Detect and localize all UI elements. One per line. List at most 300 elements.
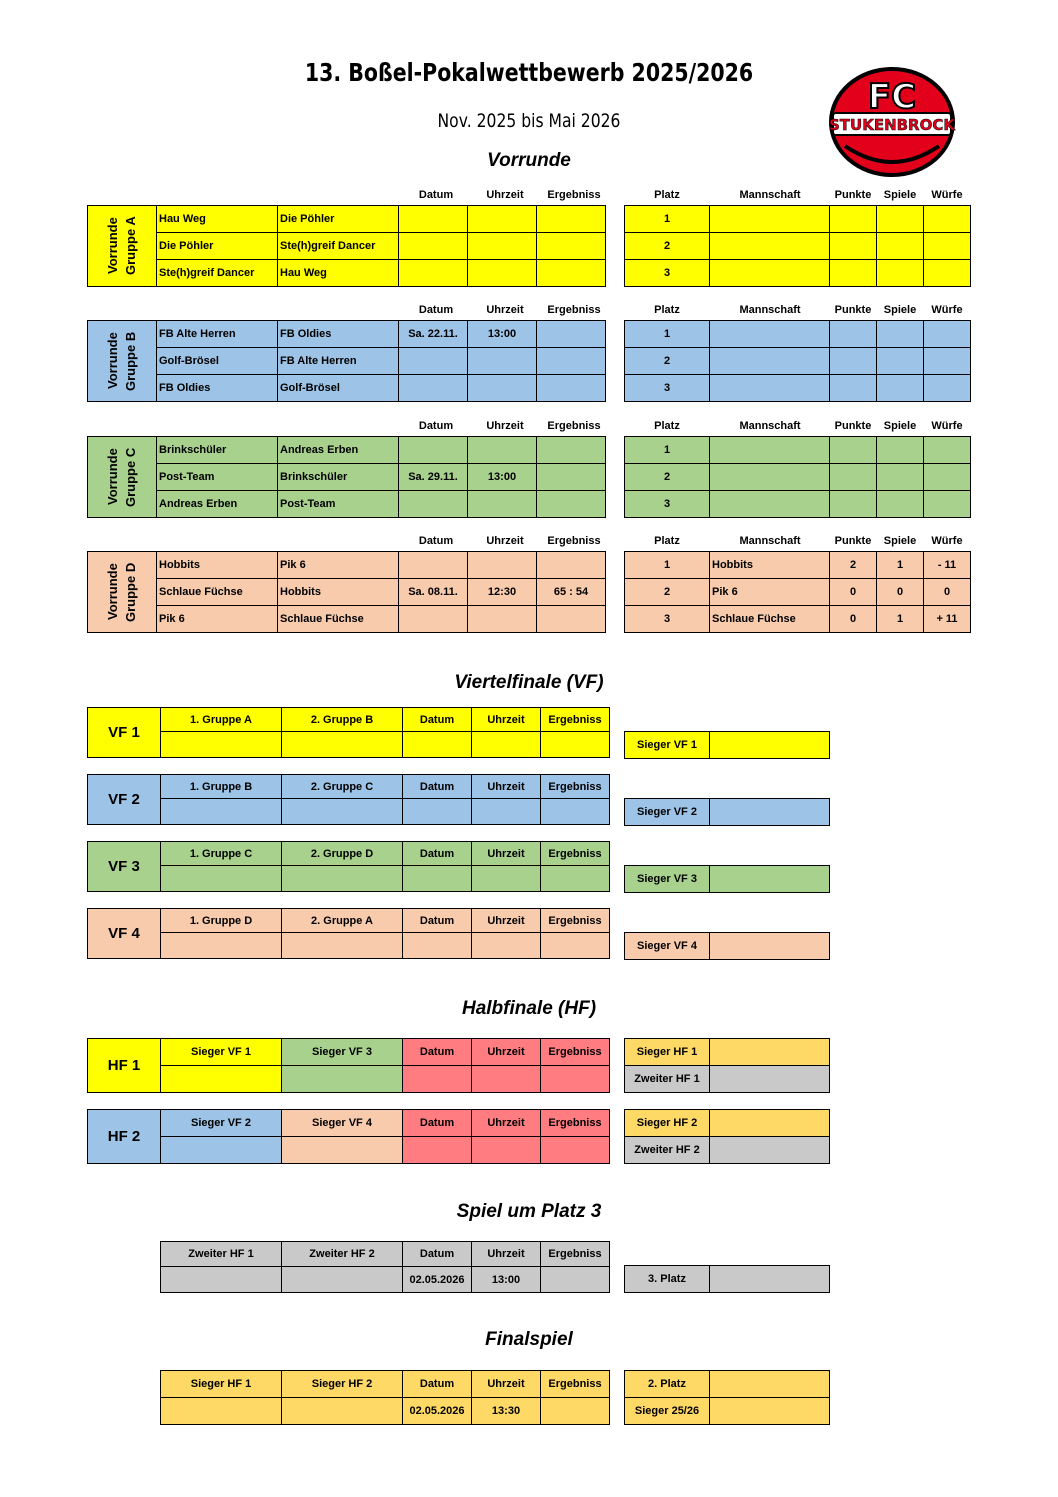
datum-header: Datum	[418, 420, 454, 432]
vf-team-b-label: 2. Gruppe C	[282, 775, 403, 799]
p3-datum-header: Datum	[403, 1242, 472, 1267]
page-subtitle: Nov. 2025 bis Mai 2026	[437, 110, 621, 132]
p3-datum: 02.05.2026	[403, 1267, 472, 1293]
standing-team: Hobbits	[710, 552, 830, 579]
standing-wuerfe	[924, 491, 971, 518]
vf-datum-header: Datum	[403, 775, 472, 799]
standing-wuerfe	[924, 375, 971, 402]
standing-team	[710, 375, 830, 402]
standing-punkte	[830, 348, 877, 375]
match-ergebnis	[537, 375, 606, 402]
match-datum: Sa. 29.11.	[399, 464, 468, 491]
p3-result-label: 3. Platz	[625, 1266, 710, 1293]
vf-cell	[472, 732, 541, 758]
match-home: FB Oldies	[157, 375, 278, 402]
standing-platz: 2	[625, 464, 710, 491]
match-ergebnis	[537, 321, 606, 348]
standing-punkte	[830, 206, 877, 233]
vf-cell	[472, 866, 541, 892]
standing-team	[710, 321, 830, 348]
match-away: Pik 6	[278, 552, 399, 579]
platz-header: Platz	[654, 189, 680, 201]
standing-wuerfe: 0	[924, 579, 971, 606]
group-label-1: Vorrunde	[105, 448, 120, 506]
group-3-standings	[624, 551, 971, 633]
standing-platz: 1	[625, 206, 710, 233]
hf-0-result	[624, 1038, 830, 1093]
section-viertelfinale: Viertelfinale (VF)	[454, 672, 604, 693]
p3-team-a-label: Zweiter HF 1	[161, 1242, 282, 1267]
final-second-cell	[710, 1371, 830, 1398]
standing-wuerfe	[924, 464, 971, 491]
hf-team-b-cell	[282, 1137, 403, 1164]
vf-cell	[282, 866, 403, 892]
wuerfe-header: Würfe	[931, 304, 963, 316]
uhrzeit-header: Uhrzeit	[486, 420, 524, 432]
match-datum	[399, 348, 468, 375]
final-uhrzeit: 13:30	[472, 1398, 541, 1425]
vf-winner-label: Sieger VF 2	[625, 799, 710, 826]
vf-label: VF 4	[88, 909, 161, 959]
spiele-header: Spiele	[883, 420, 917, 432]
vf-datum-header: Datum	[403, 842, 472, 866]
group-2-matches	[87, 436, 606, 518]
vf-team-a-label: 1. Gruppe C	[161, 842, 282, 866]
hf-team-b-cell	[282, 1066, 403, 1093]
vf-team-b-label: 2. Gruppe D	[282, 842, 403, 866]
standing-wuerfe	[924, 206, 971, 233]
section-halbfinale: Halbfinale (HF)	[461, 998, 597, 1019]
match-ergebnis	[537, 206, 606, 233]
vf-team-b-label: 2. Gruppe A	[282, 909, 403, 933]
vf-label: VF 2	[88, 775, 161, 825]
match-away: Hobbits	[278, 579, 399, 606]
hf-uhrzeit-header: Uhrzeit	[472, 1110, 541, 1137]
match-home: Schlaue Füchse	[157, 579, 278, 606]
vf-cell	[403, 799, 472, 825]
standing-spiele: 0	[877, 579, 924, 606]
match-ergebnis	[537, 348, 606, 375]
match-home: Andreas Erben	[157, 491, 278, 518]
match-home: Hau Weg	[157, 206, 278, 233]
p3-ergebnis	[541, 1267, 610, 1293]
standing-wuerfe	[924, 260, 971, 287]
match-uhrzeit	[468, 260, 537, 287]
standing-punkte	[830, 233, 877, 260]
match-away: Brinkschüler	[278, 464, 399, 491]
vf-datum-header: Datum	[403, 708, 472, 732]
match-away: Schlaue Füchse	[278, 606, 399, 633]
match-ergebnis: 65 : 54	[537, 579, 606, 606]
vf-label: VF 1	[88, 708, 161, 758]
vf-winner-cell	[710, 866, 830, 893]
hf-team-b-label: Sieger VF 4	[282, 1110, 403, 1137]
vf-2-table	[87, 841, 610, 892]
hf-1-result	[624, 1109, 830, 1164]
standing-punkte	[830, 375, 877, 402]
punkte-header: Punkte	[834, 189, 872, 201]
standing-spiele	[877, 321, 924, 348]
p3-result-cell	[710, 1266, 830, 1293]
standing-platz: 1	[625, 437, 710, 464]
final-table	[160, 1370, 610, 1425]
match-datum	[399, 206, 468, 233]
hf-label: HF 2	[88, 1110, 161, 1164]
vf-uhrzeit-header: Uhrzeit	[472, 775, 541, 799]
hf-1-table	[87, 1109, 610, 1164]
uhrzeit-header: Uhrzeit	[486, 535, 524, 547]
final-uhrzeit-header: Uhrzeit	[472, 1371, 541, 1398]
standing-platz: 3	[625, 375, 710, 402]
standing-wuerfe	[924, 348, 971, 375]
vf-cell	[161, 933, 282, 959]
final-second-label: 2. Platz	[625, 1371, 710, 1398]
standing-spiele: 1	[877, 606, 924, 633]
hf-team-a-cell	[161, 1066, 282, 1093]
standing-team: Pik 6	[710, 579, 830, 606]
group-label-2: Gruppe A	[123, 216, 138, 276]
vf-1-winner	[624, 798, 830, 826]
standing-spiele	[877, 348, 924, 375]
vf-cell	[541, 732, 610, 758]
vf-cell	[472, 799, 541, 825]
final-team-a-label: Sieger HF 1	[161, 1371, 282, 1398]
match-datum	[399, 233, 468, 260]
ergebnis-header: Ergebniss	[547, 420, 601, 432]
standing-punkte: 0	[830, 606, 877, 633]
group-label	[88, 206, 157, 287]
match-uhrzeit: 13:00	[468, 464, 537, 491]
mannschaft-header: Mannschaft	[739, 535, 801, 547]
match-away: Andreas Erben	[278, 437, 399, 464]
uhrzeit-header: Uhrzeit	[486, 304, 524, 316]
match-datum	[399, 606, 468, 633]
platz3-table	[160, 1241, 610, 1293]
vf-cell	[282, 799, 403, 825]
standing-wuerfe: + 11	[924, 606, 971, 633]
vf-uhrzeit-header: Uhrzeit	[472, 708, 541, 732]
hf-datum-header: Datum	[403, 1110, 472, 1137]
standing-punkte	[830, 321, 877, 348]
standing-punkte	[830, 464, 877, 491]
hf-winner-label: Sieger HF 1	[625, 1039, 710, 1066]
vf-team-a-label: 1. Gruppe A	[161, 708, 282, 732]
vf-uhrzeit-header: Uhrzeit	[472, 842, 541, 866]
hf-team-a-label: Sieger VF 1	[161, 1039, 282, 1066]
wuerfe-header: Würfe	[931, 420, 963, 432]
standing-platz: 1	[625, 321, 710, 348]
standing-platz: 1	[625, 552, 710, 579]
final-team-b-label: Sieger HF 2	[282, 1371, 403, 1398]
group-label-1: Vorrunde	[105, 217, 120, 275]
match-uhrzeit	[468, 375, 537, 402]
datum-header: Datum	[418, 535, 454, 547]
match-away: Post-Team	[278, 491, 399, 518]
match-uhrzeit	[468, 437, 537, 464]
match-ergebnis	[537, 233, 606, 260]
standing-punkte	[830, 260, 877, 287]
hf-0-table	[87, 1038, 610, 1093]
p3-uhrzeit: 13:00	[472, 1267, 541, 1293]
match-away: Die Pöhler	[278, 206, 399, 233]
standing-platz: 2	[625, 348, 710, 375]
vf-winner-label: Sieger VF 3	[625, 866, 710, 893]
match-datum	[399, 375, 468, 402]
vf-1-table	[87, 774, 610, 825]
group-3-matches	[87, 551, 606, 633]
standing-wuerfe	[924, 233, 971, 260]
vf-3-table	[87, 908, 610, 959]
standing-punkte: 2	[830, 552, 877, 579]
match-uhrzeit	[468, 552, 537, 579]
match-datum: Sa. 08.11.	[399, 579, 468, 606]
standing-spiele	[877, 206, 924, 233]
vf-cell	[282, 732, 403, 758]
match-datum	[399, 260, 468, 287]
match-uhrzeit	[468, 348, 537, 375]
standing-punkte	[830, 491, 877, 518]
standing-spiele	[877, 375, 924, 402]
vf-label: VF 3	[88, 842, 161, 892]
final-datum-header: Datum	[403, 1371, 472, 1398]
punkte-header: Punkte	[834, 420, 872, 432]
standing-spiele	[877, 464, 924, 491]
vf-cell	[472, 933, 541, 959]
match-away: FB Alte Herren	[278, 348, 399, 375]
group-1-standings	[624, 320, 971, 402]
p3-team-b-cell	[282, 1267, 403, 1293]
hf-ergebnis-header: Ergebniss	[541, 1039, 610, 1066]
vf-ergebnis-header: Ergebniss	[541, 909, 610, 933]
vf-cell	[541, 799, 610, 825]
match-uhrzeit: 12:30	[468, 579, 537, 606]
match-home: Ste(h)greif Dancer	[157, 260, 278, 287]
match-uhrzeit	[468, 491, 537, 518]
match-away: FB Oldies	[278, 321, 399, 348]
standing-team	[710, 260, 830, 287]
spiele-header: Spiele	[883, 189, 917, 201]
vf-3-winner	[624, 932, 830, 960]
vf-cell	[161, 799, 282, 825]
vf-datum-header: Datum	[403, 909, 472, 933]
section-finalspiel: Finalspiel	[485, 1329, 573, 1350]
section-vorrunde: Vorrunde	[487, 150, 571, 171]
final-winner-cell	[710, 1398, 830, 1425]
final-team-a-cell	[161, 1398, 282, 1425]
hf-uhrzeit	[472, 1137, 541, 1164]
standing-wuerfe	[924, 437, 971, 464]
svg-text:STUKENBROCK: STUKENBROCK	[828, 116, 956, 134]
standing-platz: 2	[625, 579, 710, 606]
match-home: FB Alte Herren	[157, 321, 278, 348]
ergebnis-header: Ergebniss	[547, 189, 601, 201]
wuerfe-header: Würfe	[931, 535, 963, 547]
p3-ergebnis-header: Ergebniss	[541, 1242, 610, 1267]
standing-wuerfe: - 11	[924, 552, 971, 579]
group-label	[88, 437, 157, 518]
hf-ergebnis-header: Ergebniss	[541, 1110, 610, 1137]
vf-cell	[403, 866, 472, 892]
vf-winner-label: Sieger VF 1	[625, 732, 710, 759]
standing-spiele	[877, 233, 924, 260]
standing-team	[710, 233, 830, 260]
match-datum: Sa. 22.11.	[399, 321, 468, 348]
group-0-matches	[87, 205, 606, 287]
vf-winner-cell	[710, 933, 830, 960]
standing-spiele	[877, 260, 924, 287]
page-title: 13. Boßel-Pokalwettbewerb 2025/2026	[304, 58, 754, 87]
vf-ergebnis-header: Ergebniss	[541, 842, 610, 866]
wuerfe-header: Würfe	[931, 189, 963, 201]
p3-team-a-cell	[161, 1267, 282, 1293]
match-away: Golf-Brösel	[278, 375, 399, 402]
match-uhrzeit: 13:00	[468, 321, 537, 348]
hf-label: HF 1	[88, 1039, 161, 1093]
hf-datum	[403, 1066, 472, 1093]
hf-ergebnis	[541, 1137, 610, 1164]
vf-cell	[403, 933, 472, 959]
standing-punkte	[830, 437, 877, 464]
vf-winner-label: Sieger VF 4	[625, 933, 710, 960]
vf-2-winner	[624, 865, 830, 893]
hf-winner-cell	[710, 1110, 830, 1137]
vf-cell	[541, 933, 610, 959]
match-ergebnis	[537, 552, 606, 579]
vf-team-b-label: 2. Gruppe B	[282, 708, 403, 732]
standing-platz: 3	[625, 491, 710, 518]
p3-team-b-label: Zweiter HF 2	[282, 1242, 403, 1267]
final-ergebnis	[541, 1398, 610, 1425]
match-uhrzeit	[468, 606, 537, 633]
standing-platz: 2	[625, 233, 710, 260]
hf-team-a-cell	[161, 1137, 282, 1164]
vf-team-a-label: 1. Gruppe B	[161, 775, 282, 799]
standing-team	[710, 437, 830, 464]
ergebnis-header: Ergebniss	[547, 535, 601, 547]
group-label-1: Vorrunde	[105, 332, 120, 390]
spiele-header: Spiele	[883, 535, 917, 547]
match-ergebnis	[537, 260, 606, 287]
datum-header: Datum	[418, 304, 454, 316]
standing-team	[710, 206, 830, 233]
platz-header: Platz	[654, 304, 680, 316]
vf-cell	[541, 866, 610, 892]
match-away: Ste(h)greif Dancer	[278, 233, 399, 260]
match-uhrzeit	[468, 233, 537, 260]
vf-cell	[282, 933, 403, 959]
match-away: Hau Weg	[278, 260, 399, 287]
vf-uhrzeit-header: Uhrzeit	[472, 909, 541, 933]
platz3-result-table	[624, 1265, 830, 1293]
vf-winner-cell	[710, 732, 830, 759]
ergebnis-header: Ergebniss	[547, 304, 601, 316]
mannschaft-header: Mannschaft	[739, 189, 801, 201]
standing-team	[710, 491, 830, 518]
match-datum	[399, 491, 468, 518]
vf-winner-cell	[710, 799, 830, 826]
match-home: Brinkschüler	[157, 437, 278, 464]
hf-team-a-label: Sieger VF 2	[161, 1110, 282, 1137]
standing-team	[710, 348, 830, 375]
final-winner-label: Sieger 25/26	[625, 1398, 710, 1425]
hf-uhrzeit-header: Uhrzeit	[472, 1039, 541, 1066]
standing-spiele: 1	[877, 552, 924, 579]
final-team-b-cell	[282, 1398, 403, 1425]
vf-team-a-label: 1. Gruppe D	[161, 909, 282, 933]
match-home: Die Pöhler	[157, 233, 278, 260]
vf-ergebnis-header: Ergebniss	[541, 775, 610, 799]
spiele-header: Spiele	[883, 304, 917, 316]
match-datum	[399, 437, 468, 464]
group-label-1: Vorrunde	[105, 563, 120, 621]
match-uhrzeit	[468, 206, 537, 233]
match-home: Golf-Brösel	[157, 348, 278, 375]
hf-datum	[403, 1137, 472, 1164]
match-home: Post-Team	[157, 464, 278, 491]
mannschaft-header: Mannschaft	[739, 304, 801, 316]
vf-cell	[161, 732, 282, 758]
punkte-header: Punkte	[834, 535, 872, 547]
group-label-2: Gruppe D	[123, 562, 138, 622]
hf-second-cell	[710, 1137, 830, 1164]
final-datum: 02.05.2026	[403, 1398, 472, 1425]
match-home: Pik 6	[157, 606, 278, 633]
vf-0-winner	[624, 731, 830, 759]
section-platz3: Spiel um Platz 3	[456, 1201, 602, 1222]
group-label-2: Gruppe B	[123, 331, 138, 391]
hf-team-b-label: Sieger VF 3	[282, 1039, 403, 1066]
hf-second-cell	[710, 1066, 830, 1093]
standing-spiele	[877, 491, 924, 518]
group-label	[88, 321, 157, 402]
standing-team	[710, 464, 830, 491]
mannschaft-header: Mannschaft	[739, 420, 801, 432]
match-ergebnis	[537, 437, 606, 464]
group-1-matches	[87, 320, 606, 402]
hf-second-label: Zweiter HF 1	[625, 1066, 710, 1093]
final-ergebnis-header: Ergebniss	[541, 1371, 610, 1398]
match-datum	[399, 552, 468, 579]
svg-text:FC: FC	[867, 77, 917, 117]
group-0-standings	[624, 205, 971, 287]
platz-header: Platz	[654, 535, 680, 547]
datum-header: Datum	[418, 189, 454, 201]
group-label-2: Gruppe C	[123, 447, 138, 507]
vf-cell	[403, 732, 472, 758]
punkte-header: Punkte	[834, 304, 872, 316]
p3-uhrzeit-header: Uhrzeit	[472, 1242, 541, 1267]
final-result-table	[624, 1370, 830, 1425]
hf-winner-cell	[710, 1039, 830, 1066]
platz-header: Platz	[654, 420, 680, 432]
hf-ergebnis	[541, 1066, 610, 1093]
hf-datum-header: Datum	[403, 1039, 472, 1066]
standing-team: Schlaue Füchse	[710, 606, 830, 633]
standing-platz: 3	[625, 260, 710, 287]
standing-wuerfe	[924, 321, 971, 348]
vf-ergebnis-header: Ergebniss	[541, 708, 610, 732]
match-ergebnis	[537, 491, 606, 518]
vf-0-table	[87, 707, 610, 758]
match-home: Hobbits	[157, 552, 278, 579]
group-2-standings	[624, 436, 971, 518]
hf-uhrzeit	[472, 1066, 541, 1093]
group-label	[88, 552, 157, 633]
uhrzeit-header: Uhrzeit	[486, 189, 524, 201]
match-ergebnis	[537, 606, 606, 633]
match-ergebnis	[537, 464, 606, 491]
standing-spiele	[877, 437, 924, 464]
